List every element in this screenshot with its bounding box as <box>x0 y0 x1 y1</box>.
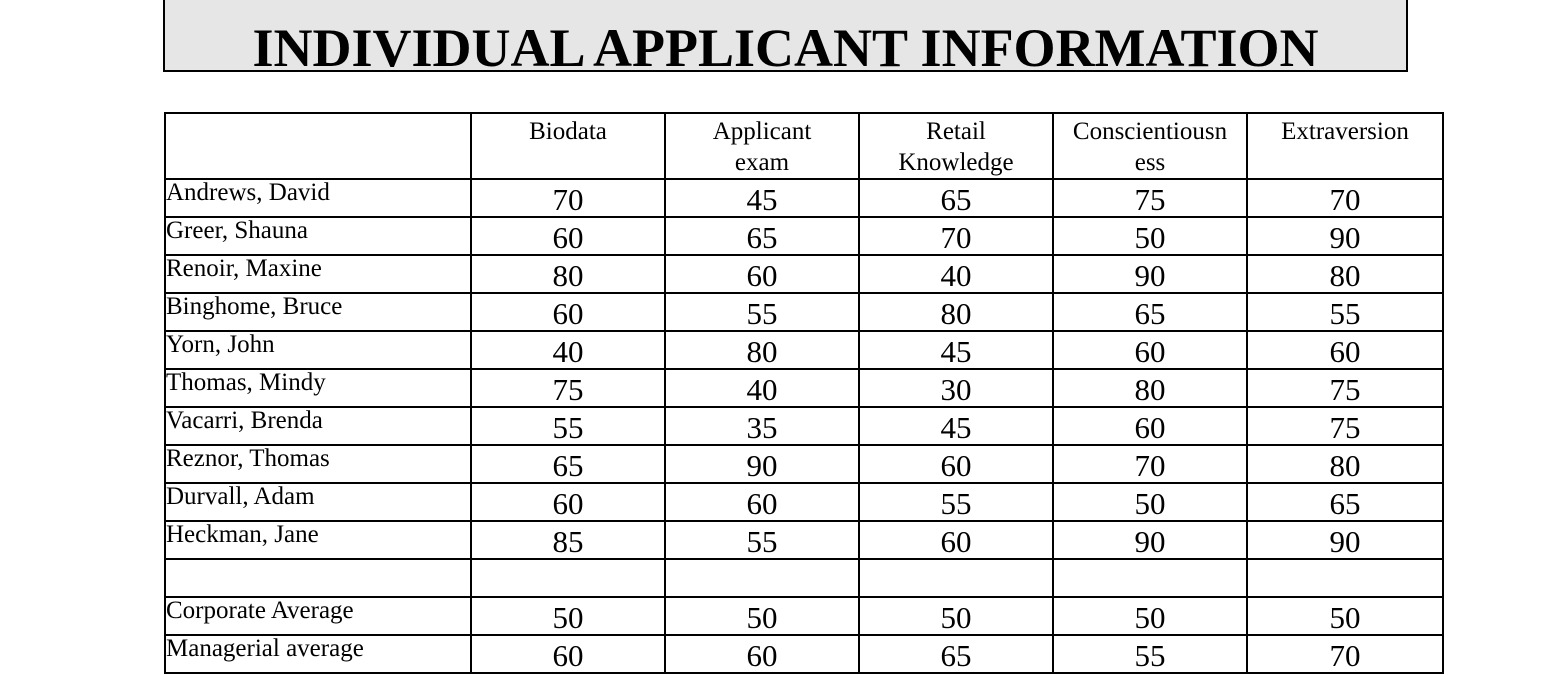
applicant-row <box>165 255 1443 293</box>
score-cell: 55 <box>859 483 1053 521</box>
empty-cell <box>859 559 1053 597</box>
score-cell: 50 <box>665 597 859 635</box>
applicant-name: Renoir, Maxine <box>165 255 471 293</box>
empty-cell <box>1053 559 1247 597</box>
applicant-name: Binghome, Bruce <box>165 293 471 331</box>
applicant-name: Yorn, John <box>165 331 471 369</box>
score-cell: 70 <box>471 179 665 217</box>
score-cell: 60 <box>471 483 665 521</box>
empty-cell <box>665 559 859 597</box>
score-cell: 80 <box>1247 445 1443 483</box>
score-cell: 65 <box>1053 293 1247 331</box>
score-cell: 45 <box>859 331 1053 369</box>
score-cell: 70 <box>1247 635 1443 673</box>
column-header-retail-knowledge: Retail Knowledge <box>859 113 1053 179</box>
score-cell: 40 <box>859 255 1053 293</box>
score-cell: 85 <box>471 521 665 559</box>
score-cell: 70 <box>1053 445 1247 483</box>
score-cell: 40 <box>665 369 859 407</box>
average-label: Managerial average <box>165 635 471 673</box>
column-header-conscientiousness: Conscientiousn ess <box>1053 113 1247 179</box>
applicant-row <box>165 369 1443 407</box>
score-cell: 50 <box>471 597 665 635</box>
score-cell: 50 <box>1053 483 1247 521</box>
column-header-applicant-exam: Applicant exam <box>665 113 859 179</box>
score-cell: 40 <box>471 331 665 369</box>
applicant-name: Durvall, Adam <box>165 483 471 521</box>
average-row <box>165 597 1443 635</box>
empty-cell <box>471 559 665 597</box>
applicant-name: Greer, Shauna <box>165 217 471 255</box>
applicant-table <box>164 112 1444 674</box>
applicant-row <box>165 179 1443 217</box>
score-cell: 55 <box>665 293 859 331</box>
header-row <box>165 113 1443 179</box>
score-cell: 45 <box>665 179 859 217</box>
applicant-row <box>165 407 1443 445</box>
score-cell: 90 <box>665 445 859 483</box>
empty-cell <box>1247 559 1443 597</box>
score-cell: 90 <box>1053 521 1247 559</box>
score-cell: 60 <box>1053 407 1247 445</box>
score-cell: 60 <box>665 635 859 673</box>
score-cell: 50 <box>859 597 1053 635</box>
score-cell: 60 <box>665 483 859 521</box>
score-cell: 90 <box>1053 255 1247 293</box>
score-cell: 80 <box>665 331 859 369</box>
score-cell: 80 <box>859 293 1053 331</box>
score-cell: 80 <box>1053 369 1247 407</box>
score-cell: 35 <box>665 407 859 445</box>
applicant-row <box>165 521 1443 559</box>
column-header-biodata: Biodata <box>471 113 665 179</box>
applicant-row <box>165 217 1443 255</box>
score-cell: 60 <box>471 217 665 255</box>
column-header-extraversion: Extraversion <box>1247 113 1443 179</box>
score-cell: 65 <box>859 635 1053 673</box>
score-cell: 90 <box>1247 521 1443 559</box>
score-cell: 65 <box>1247 483 1443 521</box>
average-label: Corporate Average <box>165 597 471 635</box>
score-cell: 65 <box>471 445 665 483</box>
score-cell: 45 <box>859 407 1053 445</box>
score-cell: 75 <box>1053 179 1247 217</box>
score-cell: 30 <box>859 369 1053 407</box>
empty-cell <box>165 559 471 597</box>
score-cell: 60 <box>1247 331 1443 369</box>
score-cell: 60 <box>859 445 1053 483</box>
score-cell: 50 <box>1053 597 1247 635</box>
score-cell: 60 <box>471 635 665 673</box>
score-cell: 60 <box>1053 331 1247 369</box>
applicant-row <box>165 445 1443 483</box>
applicant-row <box>165 293 1443 331</box>
applicant-row <box>165 331 1443 369</box>
applicant-name: Reznor, Thomas <box>165 445 471 483</box>
applicant-row <box>165 483 1443 521</box>
score-cell: 70 <box>1247 179 1443 217</box>
page-title: INDIVIDUAL APPLICANT INFORMATION <box>252 18 1319 72</box>
score-cell: 60 <box>471 293 665 331</box>
applicant-name: Heckman, Jane <box>165 521 471 559</box>
spacer-row <box>165 559 1443 597</box>
score-cell: 65 <box>665 217 859 255</box>
score-cell: 80 <box>471 255 665 293</box>
score-cell: 70 <box>859 217 1053 255</box>
applicant-name: Vacarri, Brenda <box>165 407 471 445</box>
score-cell: 55 <box>665 521 859 559</box>
score-cell: 50 <box>1247 597 1443 635</box>
score-cell: 50 <box>1053 217 1247 255</box>
score-cell: 60 <box>665 255 859 293</box>
heading-box <box>163 0 1408 72</box>
score-cell: 90 <box>1247 217 1443 255</box>
score-cell: 55 <box>1247 293 1443 331</box>
score-cell: 75 <box>1247 369 1443 407</box>
score-cell: 55 <box>1053 635 1247 673</box>
score-cell: 60 <box>859 521 1053 559</box>
score-cell: 65 <box>859 179 1053 217</box>
score-cell: 80 <box>1247 255 1443 293</box>
average-row <box>165 635 1443 673</box>
score-cell: 75 <box>471 369 665 407</box>
score-cell: 75 <box>1247 407 1443 445</box>
score-cell: 55 <box>471 407 665 445</box>
header-corner <box>165 113 471 179</box>
applicant-name: Thomas, Mindy <box>165 369 471 407</box>
applicant-name: Andrews, David <box>165 179 471 217</box>
